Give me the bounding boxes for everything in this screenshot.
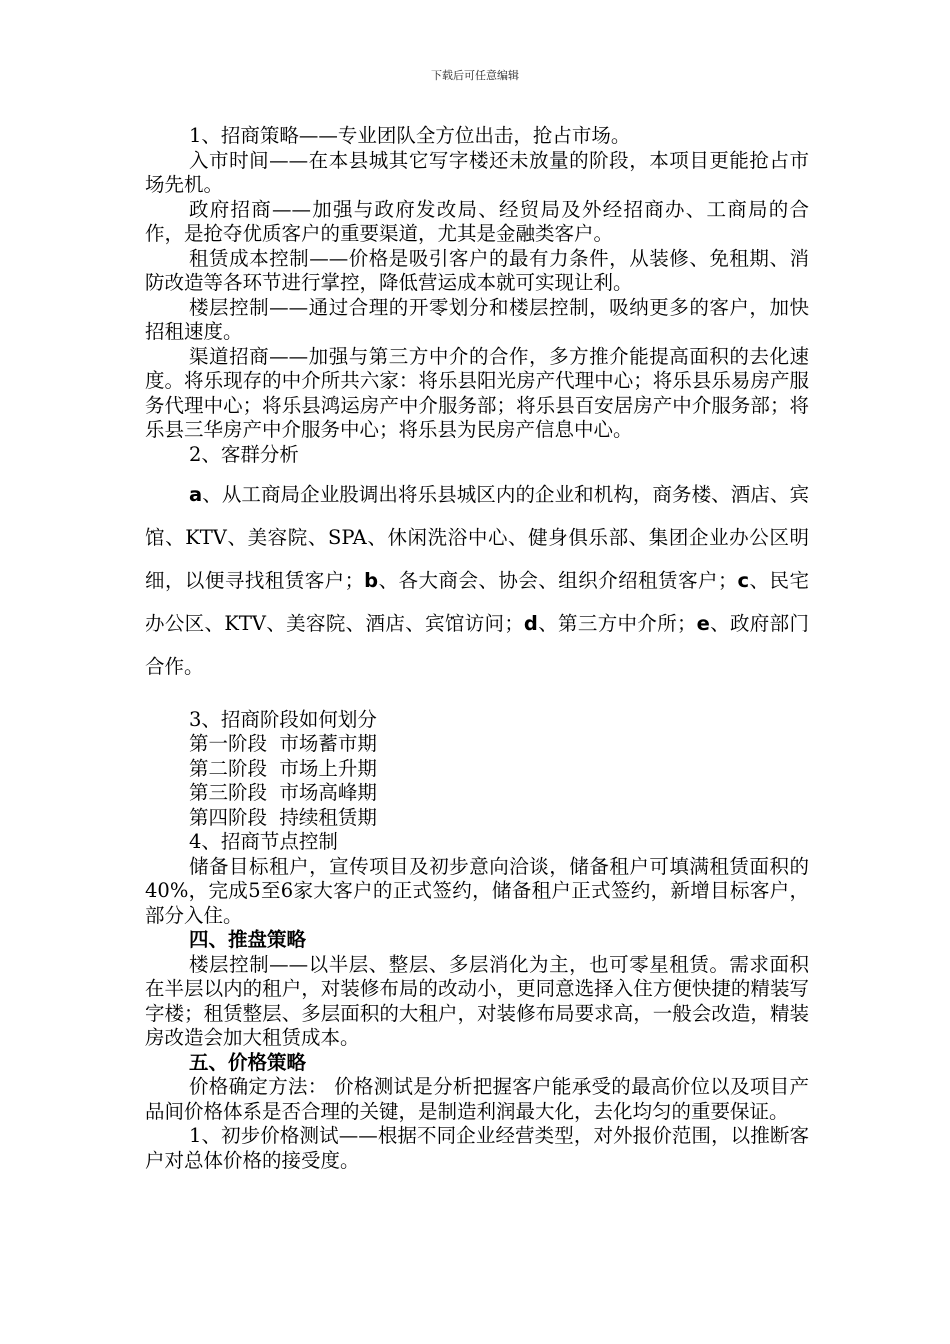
item-label-b: b xyxy=(364,569,379,592)
phase-heading: 3、招商阶段如何划分 xyxy=(189,707,377,731)
pricing-method: 价格确定方法： 价格测试是分析把握客户能承受的最高价位以及项目产品间价格体系是否合理的关键，是制造利润最大化，去化均匀的重要保证。 xyxy=(145,1075,809,1123)
item-label-c: c xyxy=(737,569,750,592)
section4-title: 四、推盘策略 xyxy=(189,928,307,951)
item-text-b: 、各大商会、协会、组织介绍租赁客户； xyxy=(378,569,738,592)
phase-4: 第四阶段 持续租赁期 xyxy=(189,805,377,829)
item-text-d: 、第三方中介所； xyxy=(537,612,697,635)
paragraph-channel: 渠道招商——加强与第三方中介的合作，多方推介能提高面积的去化速度。将乐现存的中介所共六家：将乐县阳光房产代理中心；将乐县乐易房产服务代理中心；将乐县鸿运房产中介服务部；将乐县百安居房产中介服务部；将乐县三华房产中介服务中心；将乐县为民房产信息中心。 xyxy=(145,344,809,441)
customer-analysis-text xyxy=(145,473,809,688)
item-label-a: a xyxy=(189,483,203,506)
strategy-heading: 1、招商策略——专业团队全方位出击，抢占市场。 xyxy=(189,124,631,147)
section5-title: 五、价格策略 xyxy=(189,1050,307,1074)
phase-3: 第三阶段 市场高峰期 xyxy=(189,781,377,804)
item-text-c: 、民宅办公区、KTV、美容院、酒店、宾馆访问； xyxy=(145,569,809,635)
node-control-text: 储备目标租户，宣传项目及初步意向洽谈，储备租户可填满租赁面积的40%，完成5至6家大客户的正式签约，储备租户正式签约，新增目标客户，部分入住。 xyxy=(145,854,809,927)
paragraph-floor-control: 楼层控制——通过合理的开零划分和楼层控制，吸纳更多的客户，加快招租速度。 xyxy=(145,295,809,343)
phase-1: 第一阶段 市场蓄市期 xyxy=(189,732,377,755)
phase-2: 第二阶段 市场上升期 xyxy=(189,756,377,780)
item-label-e: e xyxy=(696,612,710,635)
paragraph-cost-control: 租赁成本控制——价格是吸引客户的最有力条件，从装修、免租期、消防改造等各环节进行掌控，降低营运成本就可实现让利。 xyxy=(145,246,809,294)
item-label-d: d xyxy=(523,612,538,635)
paragraph-government: 政府招商——加强与政府发改局、经贸局及外经招商办、工商局的合作，是抢夺优质客户的重要渠道，尤其是金融类客户。 xyxy=(145,197,809,245)
document-body xyxy=(145,124,809,1173)
section4-text: 楼层控制——以半层、整层、多层消化为主，也可零星租赁。需求面积在半层以内的租户，对装修布局的改动小，更同意选择入住方便快捷的精装写字楼；租赁整层、多层面积的大租户，对装修布局要求高，一般会改造，精装房改造会加大租赁成本。 xyxy=(145,952,809,1049)
item-text-a: 、从工商局企业股调出将乐县城区内的企业和机构，商务楼、酒店、宾馆、KTV、美容院、SPA、休闲洗浴中心、健身俱乐部、集团企业办公区明细，以便寻找租赁客户； xyxy=(145,483,809,592)
node-control-heading: 4、招商节点控制 xyxy=(189,830,338,853)
item-text-e: 、政府部门合作。 xyxy=(145,612,809,678)
page-header: 下载后可任意编辑 xyxy=(431,69,519,82)
customer-analysis-heading: 2、客群分析 xyxy=(189,442,299,466)
initial-price-test: 1、初步价格测试——根据不同企业经营类型，对外报价范围，以推断客户对总体价格的接受度。 xyxy=(145,1124,809,1172)
paragraph-entry-time: 入市时间——在本县城其它写字楼还未放量的阶段，本项目更能抢占市场先机。 xyxy=(145,148,809,196)
